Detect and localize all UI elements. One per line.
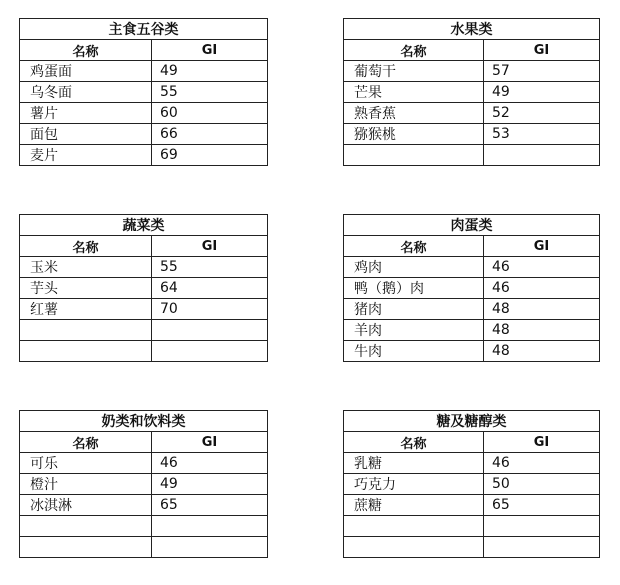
gi-value: 52	[484, 103, 600, 124]
table-row	[344, 257, 600, 278]
food-name: 芒果	[344, 82, 484, 103]
table-row	[344, 320, 600, 341]
food-name: 面包	[20, 124, 152, 145]
gi-value: 46	[152, 453, 268, 474]
gi-table-sugars	[343, 410, 600, 558]
food-name	[344, 537, 484, 558]
gi-value	[484, 145, 600, 166]
column-header-gi: GI	[484, 40, 600, 61]
gi-value: 53	[484, 124, 600, 145]
table-row	[344, 145, 600, 166]
table-row	[20, 145, 268, 166]
table-row	[20, 278, 268, 299]
gi-value: 57	[484, 61, 600, 82]
food-name: 乳糖	[344, 453, 484, 474]
gi-value: 48	[484, 320, 600, 341]
table-title: 主食五谷类	[20, 19, 268, 40]
food-name: 巧克力	[344, 474, 484, 495]
gi-value: 48	[484, 341, 600, 362]
food-name	[344, 145, 484, 166]
table-row	[20, 341, 268, 362]
food-name	[20, 341, 152, 362]
table-row	[20, 61, 268, 82]
table-row	[20, 495, 268, 516]
food-name: 薯片	[20, 103, 152, 124]
food-name: 乌冬面	[20, 82, 152, 103]
gi-value	[152, 320, 268, 341]
food-name	[20, 537, 152, 558]
table-row	[344, 474, 600, 495]
gi-value	[484, 537, 600, 558]
gi-table-dairy-drinks	[19, 410, 268, 558]
table-row	[20, 453, 268, 474]
table-row	[20, 82, 268, 103]
table-row	[20, 320, 268, 341]
gi-value: 55	[152, 82, 268, 103]
table-row	[20, 537, 268, 558]
food-name: 猪肉	[344, 299, 484, 320]
table-row	[20, 299, 268, 320]
table-title: 糖及糖醇类	[344, 411, 600, 432]
gi-value: 65	[152, 495, 268, 516]
food-name: 熟香蕉	[344, 103, 484, 124]
table-row	[20, 124, 268, 145]
table-row	[344, 82, 600, 103]
table-title: 肉蛋类	[344, 215, 600, 236]
column-header-name: 名称	[344, 40, 484, 61]
column-header-name: 名称	[344, 432, 484, 453]
gi-value: 49	[152, 61, 268, 82]
gi-table-fruits	[343, 18, 600, 166]
gi-value: 60	[152, 103, 268, 124]
gi-value: 55	[152, 257, 268, 278]
food-name: 鸭（鹅）肉	[344, 278, 484, 299]
gi-value: 64	[152, 278, 268, 299]
food-name	[20, 320, 152, 341]
table-row	[344, 124, 600, 145]
table-row	[20, 474, 268, 495]
gi-table-staples	[19, 18, 268, 166]
table-title: 水果类	[344, 19, 600, 40]
food-name: 橙汁	[20, 474, 152, 495]
food-name: 玉米	[20, 257, 152, 278]
gi-value: 66	[152, 124, 268, 145]
food-name: 红薯	[20, 299, 152, 320]
table-row	[20, 516, 268, 537]
table-row	[344, 537, 600, 558]
column-header-name: 名称	[20, 236, 152, 257]
gi-value: 69	[152, 145, 268, 166]
food-name: 羊肉	[344, 320, 484, 341]
column-header-gi: GI	[484, 432, 600, 453]
gi-value: 49	[484, 82, 600, 103]
table-row	[20, 103, 268, 124]
food-name: 鸡肉	[344, 257, 484, 278]
table-title: 奶类和饮料类	[20, 411, 268, 432]
food-name	[344, 516, 484, 537]
food-name: 鸡蛋面	[20, 61, 152, 82]
table-row	[344, 299, 600, 320]
food-name: 猕猴桃	[344, 124, 484, 145]
gi-table-meat-eggs	[343, 214, 600, 362]
column-header-name: 名称	[20, 40, 152, 61]
table-row	[344, 341, 600, 362]
food-name: 牛肉	[344, 341, 484, 362]
table-title: 蔬菜类	[20, 215, 268, 236]
food-name: 芋头	[20, 278, 152, 299]
gi-value: 46	[484, 453, 600, 474]
table-row	[344, 453, 600, 474]
gi-value: 49	[152, 474, 268, 495]
gi-value	[484, 516, 600, 537]
gi-table-vegetables	[19, 214, 268, 362]
table-row	[344, 103, 600, 124]
gi-value: 46	[484, 257, 600, 278]
column-header-gi: GI	[152, 236, 268, 257]
column-header-name: 名称	[20, 432, 152, 453]
gi-value: 70	[152, 299, 268, 320]
gi-value: 48	[484, 299, 600, 320]
gi-value	[152, 537, 268, 558]
food-name: 蔗糖	[344, 495, 484, 516]
gi-value	[152, 516, 268, 537]
table-row	[344, 516, 600, 537]
gi-value: 46	[484, 278, 600, 299]
food-name: 冰淇淋	[20, 495, 152, 516]
table-row	[344, 495, 600, 516]
table-row	[344, 61, 600, 82]
column-header-gi: GI	[152, 40, 268, 61]
gi-value	[152, 341, 268, 362]
food-name: 葡萄干	[344, 61, 484, 82]
gi-value: 65	[484, 495, 600, 516]
food-name: 可乐	[20, 453, 152, 474]
gi-value: 50	[484, 474, 600, 495]
column-header-name: 名称	[344, 236, 484, 257]
food-name	[20, 516, 152, 537]
column-header-gi: GI	[484, 236, 600, 257]
food-name: 麦片	[20, 145, 152, 166]
column-header-gi: GI	[152, 432, 268, 453]
table-row	[20, 257, 268, 278]
table-row	[344, 278, 600, 299]
